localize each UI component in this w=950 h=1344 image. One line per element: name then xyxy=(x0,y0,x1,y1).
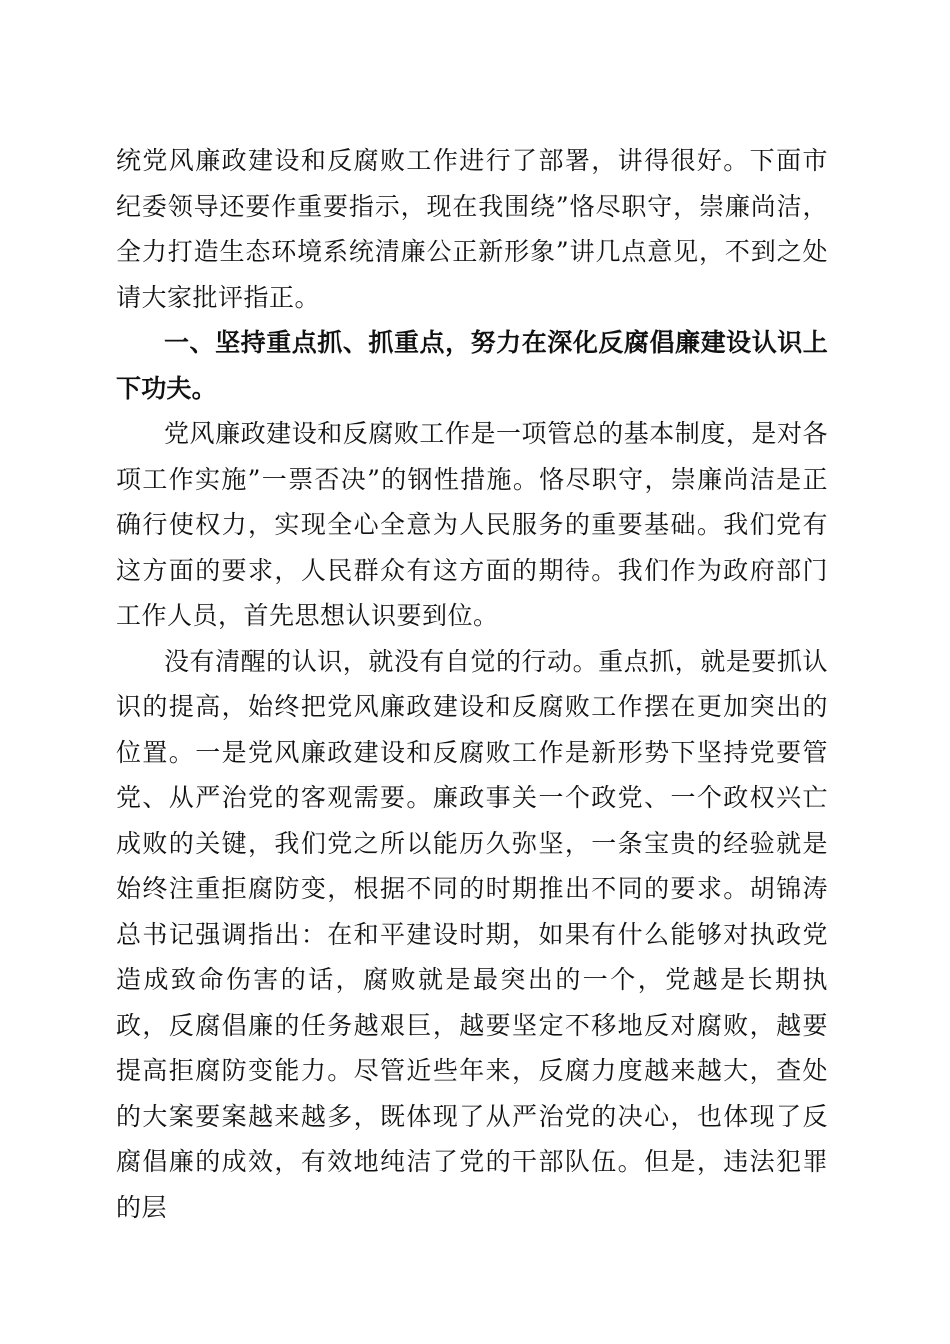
paragraph-continuation: 统党风廉政建设和反腐败工作进行了部署，讲得很好。下面市纪委领导还要作重要指示，现在我围绕”恪尽职守，崇廉尚洁，全力打造生态环境系统清廉公正新形象”讲几点意见，不到之处请大家批评指正。 xyxy=(116,146,828,312)
section-heading-1: 一、坚持重点抓、抓重点，努力在深化反腐倡廉建设认识上下功夫。 xyxy=(116,328,828,403)
document-body xyxy=(116,138,828,1230)
paragraph-body-1: 党风廉政建设和反腐败工作是一项管总的基本制度，是对各项工作实施”一票否决”的钢性措施。恪尽职守，崇廉尚洁是正确行使权力，实现全心全意为人民服务的重要基础。我们党有这方面的要求，人民群众有这方面的期待。我们作为政府部门工作人员，首先思想认识要到位。 xyxy=(116,419,828,630)
paragraph-body-2: 没有清醒的认识，就没有自觉的行动。重点抓，就是要抓认识的提高，始终把党风廉政建设和反腐败工作摆在更加突出的位置。一是党风廉政建设和反腐败工作是新形势下坚持党要管党、从严治党的客观需要。廉政事关一个政党、一个政权兴亡成败的关键，我们党之所以能历久弥坚，一条宝贵的经验就是始终注重拒腐防变，根据不同的时期推出不同的要求。胡锦涛总书记强调指出：在和平建设时期，如果有什么能够对执政党造成致命伤害的话，腐败就是最突出的一个，党越是长期执政，反腐倡廉的任务越艰巨，越要坚定不移地反对腐败，越要提高拒腐防变能力。尽管近些年来，反腐力度越来越大，查处的大案要案越来越多，既体现了从严治党的决心，也体现了反腐倡廉的成效，有效地纯洁了党的干部队伍。但是，违法犯罪的层 xyxy=(116,646,828,1222)
